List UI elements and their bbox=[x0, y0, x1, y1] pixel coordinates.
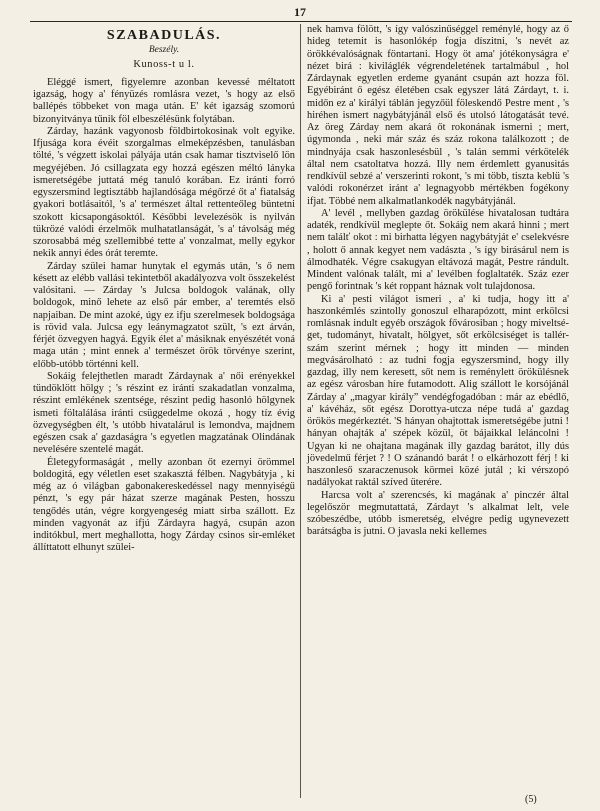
article-subtitle: Beszély. bbox=[148, 45, 180, 56]
paragraph: A' levél , mellyben gazdag örökülése hivatalosan tudtára adaték, rendkívül meglepte őt. Sokáig nem akará hinni ; mert nem találť okot : mi birhatta légyen nagybátyját e' cselekvésre , holott ő annak kegyet nem vadászta , 's így birásárul nem is álmodhaték. Végre csakugyan eltávozá magát, Pestre rándult. Mindent valónak talált, mi a' levélben foglaltaték. Száz ezer pengő forintnak 's két roppant háznak volt tulajdonosa. bbox=[307, 207, 569, 293]
left-column bbox=[33, 24, 295, 555]
paragraph: Harcsa volt a' szerencsés, ki magának a' pinczér által legelőször megmutattatá, Zárdayt 's alkalmat lelt, vele szóbeszédbe, utóbb ismeretség, elvégre pedig ugynevezett barátságba is jutni. O javasla neki kellemes bbox=[307, 489, 569, 538]
header-rule bbox=[30, 21, 572, 22]
printer-signature: (5) bbox=[525, 794, 537, 805]
right-column bbox=[307, 24, 569, 539]
paragraph: Sokáig felejthetlen maradt Zárdaynak a' női erényekkel tündöklött hölgy ; 's részint ez iránti szakadatlan vonzalma, részint emlékének szentsége, részint pedig hasonló hölgynek ismeti föltalálása iránti csüggedelme okozá , hogy tíz évig özvegységben élt, 's utóbb hivatalárul is lemondva, majdnem egészen csak a' gazdaságra 's egyetlen magzatának Olindának nevelésére szentelé magát. bbox=[33, 370, 295, 456]
page-number: 17 bbox=[294, 5, 306, 19]
article-title: SZABADULÁS. bbox=[106, 28, 222, 43]
paragraph: Zárday, hazánk vagyonosb földbirtokosinak volt egyike. Ifjusága kora évéit szorgalmas elmeképzésben, tanulásban tölté, 's végzett iskolai pályája után csak hamar tisztviselő lön megyéjében. Jó csillagzata egy hozzá egészen méltó lánykа ismeretségébe juttatá még tanuló korában. Ez iránti forró egyszersmind legtisztább hajlandósága mégőrzé őt a' fiatalság gyakori botlásaitól, 's a' természet által rettenteőleg büntetni szokott kicsapongásoktól. Későbbi levelezésök is nyilván tükrözé valódi érzelmök mulhatatlanságát, 's a' távolság még szorosabbá még szellemibbé tette a' vonzalmat, melly egykor nekik annyi édes órát teremte. bbox=[33, 125, 295, 260]
paragraph: Eléggé ismert, figyelemre azonban kevessé méltatott igazság, hogy a' fényüzés romlásra vezet, 's hogy az első ballépés többeket von maga után. E' két igazság szomorú bizonyitványa tűnik föl elbeszélésünk folytában. bbox=[33, 76, 295, 125]
paragraph: Zárday szülei hamar hunytak el egymás után, 's ő nem késett az elébb vallási tekintetből akadályozva volt összekelést valósitani. — Zárday 's Julcsa boldogok valának, olly boldogok, minő lehete az első pár ember, a' teremtés első napjaiban. De mint azoké, úgy ez ifju szerelmesek boldogsága is rövid vala. Julcsa egy leánymagzatot szült, 's ezt árván, férjét özvegyen hagyá. Egyik élet a' másiknak enyészétét voná maga után ; mint ennek a' természet örök törvénye szerint, előbb-utóbb történni kell. bbox=[33, 260, 295, 370]
article-author: Kunoss-t u l. bbox=[133, 58, 195, 70]
paragraph: Ki a' pesti világot ismeri , a' ki tudja, hogy itt a' haszonkémlés szintolly gonoszul elharapózott, mint erkölcsi romlásnak indult egyéb országok fővárosiban ; hogy miveltséget, tudományt, hivatalt, hölgyet, sőt erkölcsiséget is tallér-szám szerint mérnek ; hogy itt minden — minden megvásárolható : az tudni fogja egyszersmind, hogy illy gazdag, illy nem keresett, sőt nem is reménylett örökülésnek az egész városban híre futamodott. Alig szállott le korsójánál Zárday a' „magyar király” vendégfogadóban : már az ebédlő, a' kávéház, sőt egész Dorottya-utcza népe tudá a' gazdag örökös megérkeztét. 'S hányan ohajtottak ismeretségébe jutni ! hányan ohajták a' szépek közül, öt bájaikkal leláncolni ! Ugyan ki ne ohajtana magának illy gazdag barátot, illy dús jövedelmű férjet ? ! O szánandó barát ! o elkárhozott férj ! ki haszonleső szaraczenusok körmei közé jutál ; ki vérszopó nadályokat raktál szíved üterére. bbox=[307, 293, 569, 489]
column-divider bbox=[300, 24, 301, 798]
paragraph: Életegyformaságát , melly azonban őt ezernyi örömmel boldogitá, egy véletlen eset szakasztá félben. Nagybátyja , ki még az ó világban gabonakereskedéssel nagy mennyiségü pénzt, 's egy pár házat szerze magának Pesten, hosszu tengődés után, végre korgyengeség miatt sirba szállott. Ez minden vagyonát az ifjú Zárdayra hagyá, csupán azon inditókbul, mert meghallotta, hogy Zárday csinos sir-emléket állíttatott elhunyt szülei- bbox=[33, 456, 295, 554]
paragraph-continued: nek hamva fölött, 's így valószinűséggel reménylé, hogy az ő hideg tetemit is hasonlókép fogja díszitni, 's nevét az örökkévalóságnak föntartani. Hogy öt ama' jótékonyságra e' nézet birá : kiviláglék végrendeletének tartalmábul , hol Zárdaynak egyetlen erdeme gyanánt csupán azt hozza föl. Egyébiránt ő egész életében csak egyszer látá Zárdayt, t. i. midőn ez a' királyi táblán jegyzőül föleskendő Pestre ment , 's hiréhen ismert nagybátyjánál első és utolsó látogatását tevé. Az öreg Zárday nem akará őt rokоnának ismerni ; mert, úgymonda , neki már száz és száz rokona találkozott ; de mindnyája csak haszonlesésbül , 's talán semmi vérkötelék által nem csatoltatva hozzá. Illy nem érdemlett gyanusitás rendkívül sebzé a' verszerinti rokont, 's mi több, tiszta keblü 's valódi rokonérzet iránt a' legnagyobb mértékben fogékony ifjat. Többé nem alkalmatlankodék nagybátyjánál. bbox=[307, 24, 569, 207]
